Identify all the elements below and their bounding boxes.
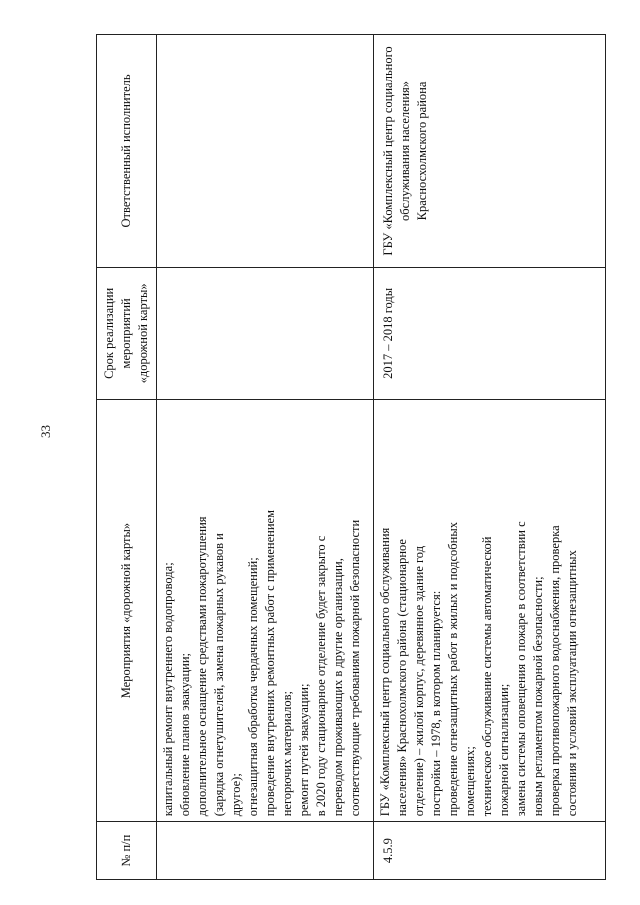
cell-responsible-empty [156, 35, 373, 268]
roadmap-table [96, 34, 606, 880]
header-responsible: Ответственный исполнитель [97, 35, 157, 268]
header-num: № п/п [97, 822, 157, 880]
activity-line: соответствующие требованиям пожарной безопасности [347, 519, 362, 817]
table-row-continuation [156, 35, 373, 880]
header-term: Срок реализации мероприятий «дорожной карты» [97, 267, 157, 399]
activity-line: в 2020 году стационарное отделение будет закрыто с [313, 535, 328, 817]
activity-line: состояния и условий эксплуатации огнезащитных [564, 550, 579, 817]
page-number: 33 [38, 425, 53, 438]
activity-line: замена системы оповещения о пожаре в соответствии с [513, 521, 528, 817]
activity-line: переводом проживающих в другие организации, [330, 558, 345, 817]
cell-term-empty [156, 267, 373, 399]
header-activity: Мероприятия «дорожной карты» [97, 399, 157, 822]
activity-line: негорючих материалов; [279, 691, 294, 817]
activity-line: отделение) – жилой корпус, деревянное здание год [411, 545, 426, 817]
table-header-row [97, 35, 157, 880]
activity-line: новым регламентом пожарной безопасности; [530, 576, 545, 817]
rotated-table-stage [96, 34, 606, 880]
cell-responsible: ГБУ «Комплексный центр социального обслуживания населения» Красносхолмского района [373, 35, 605, 268]
table-row-4-5-9 [373, 35, 605, 880]
cell-num-empty [156, 822, 373, 880]
activity-line: огнезащитная обработка чердачных помещений; [245, 557, 260, 817]
activity-line: ГБУ «Комплексный центр социального обслуживания [377, 527, 392, 817]
activity-line: помещениях; [462, 746, 477, 817]
cell-num: 4.5.9 [373, 822, 605, 880]
activity-line: другое); [228, 773, 243, 817]
activity-line: населения» Краснохолмского района (стационарное [394, 539, 409, 817]
activity-line: пожарной сигнализации; [496, 683, 511, 817]
cell-activity [373, 399, 605, 822]
cell-term: 2017 – 2018 годы [373, 267, 605, 399]
activity-line: техническое обслуживание системы автоматической [479, 536, 494, 817]
activity-line: (зарядка огнетушителей, замена пожарных рукавов и [211, 533, 226, 817]
activity-line: проведение огнезащитных работ в жилых и подсобных [445, 521, 460, 817]
activity-line: обновление планов эвакуации; [177, 653, 192, 817]
activity-line: проведение внутренних ремонтных работ с применением [262, 509, 277, 817]
activity-line: ремонт путей эвакуации; [296, 683, 311, 817]
activity-line: постройки – 1978, в котором планируется: [428, 590, 443, 817]
activity-line: дополнительное оснащение средствами пожаротушения [194, 516, 209, 817]
activity-line: проверка противопожарного водоснабжения, проверка [547, 525, 562, 817]
cell-activity-continuation [156, 399, 373, 822]
activity-line: капитальный ремонт внутреннего водопровода; [160, 562, 175, 817]
